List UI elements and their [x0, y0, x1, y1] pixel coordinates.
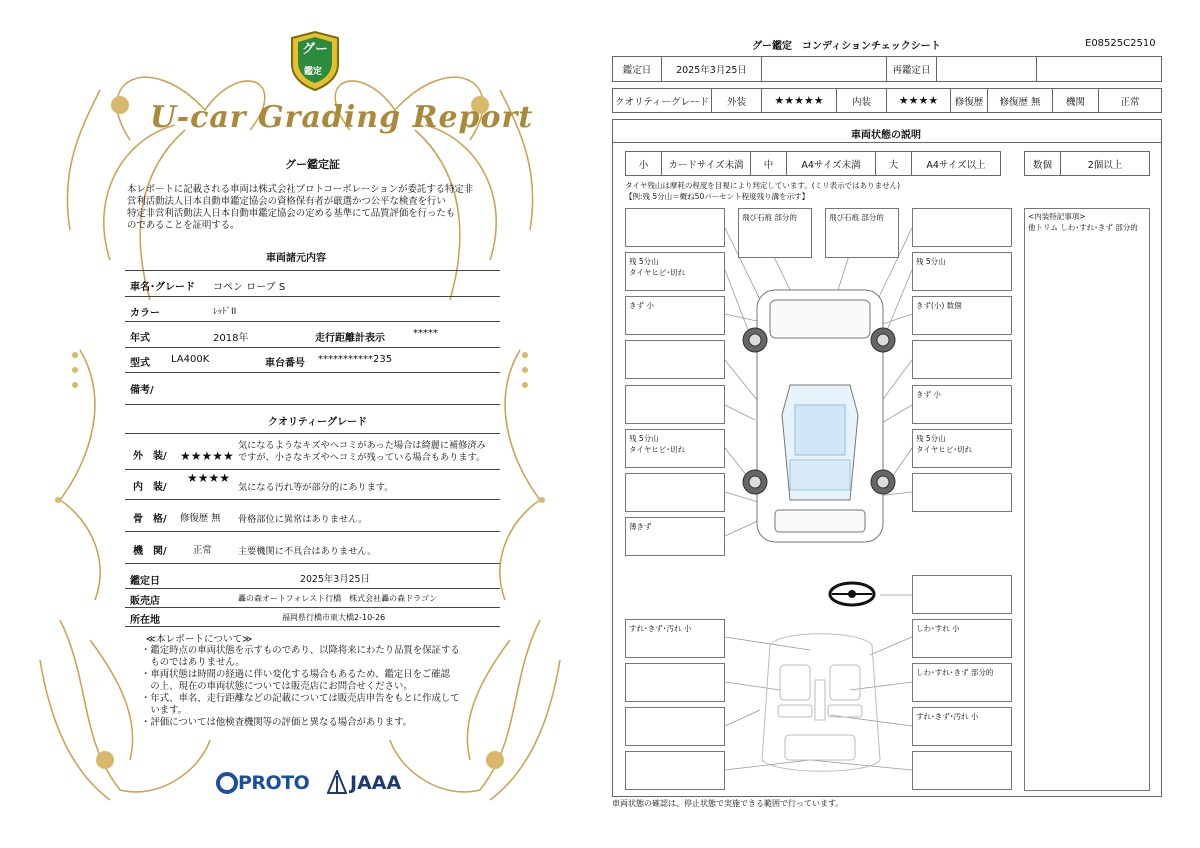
- divider: [125, 321, 500, 322]
- sheet-footer: 車両状態の確認は、停止状態で実施できる範囲で行っています。: [612, 799, 844, 808]
- damage-box: しわ･すれ･きず 部分的: [912, 663, 1012, 702]
- steering-wheel-icon: [830, 583, 874, 605]
- date-label-cell: 鑑定日: [612, 56, 662, 82]
- int-label-cell: 内装: [836, 88, 887, 113]
- color-value: ﾚｯﾄﾞII: [213, 307, 237, 317]
- color-label: カラー: [130, 308, 160, 319]
- year-label: 年式: [130, 333, 150, 344]
- damage-box: [625, 208, 725, 247]
- engine-text: 主要機関に不具合はありません。: [238, 546, 377, 557]
- badge-bottom-text: 鑑定: [304, 67, 323, 77]
- damage-box: きず(小) 数個: [912, 296, 1012, 335]
- jaaa-logo-icon: [327, 770, 347, 794]
- script-title: U-car Grading Report: [150, 100, 534, 135]
- exterior-text: 気になるようなキズやヘコミがあった場合は綺麗に補修済み ですが、小さなキズやヘコミが残っている場合もあります。: [238, 440, 486, 463]
- model-value: LA400K: [171, 354, 210, 365]
- remarks-label: 備考/: [130, 385, 154, 396]
- tire-note-1: タイヤ残山は摩耗の程度を目視により判定しています。(ミリ表示ではありません): [625, 181, 901, 190]
- legend-large: 大: [875, 151, 912, 176]
- dealer-label: 販売店: [130, 596, 160, 607]
- repair-value-cell: 修復歴 無: [987, 88, 1053, 113]
- divider: [125, 563, 500, 564]
- damage-box: 残 5分山: [912, 252, 1012, 291]
- condition-check-sheet: [600, 0, 1200, 848]
- tire-note-2: 【例:残 5分山＝概ね50パーセント程度残り溝を示す】: [625, 192, 810, 201]
- chassis-label: 車台番号: [265, 358, 305, 369]
- divider: [125, 404, 500, 405]
- date-value-cell: 2025年3月25日: [661, 56, 762, 82]
- interior-stars: ★★★★: [187, 471, 231, 485]
- divider: [125, 607, 500, 608]
- damage-box: [625, 751, 725, 790]
- damage-box: 残 5分山 タイヤヒビ･切れ: [625, 429, 725, 468]
- damage-box: [625, 473, 725, 512]
- sheet-title: グー鑑定 コンディションチェックシート: [752, 41, 941, 52]
- model-label: 型式: [130, 358, 150, 369]
- divider: [125, 347, 500, 348]
- notes-title: ≪本レポートについて≫: [146, 634, 253, 645]
- damage-box: 飛び石痕 部分的: [825, 208, 899, 258]
- damage-box: 飛び石痕 部分的: [738, 208, 812, 258]
- badge-top-text: グー: [302, 42, 329, 57]
- engine-value-cell: 正常: [1098, 88, 1162, 113]
- date-label: 鑑定日: [130, 576, 160, 587]
- divider: [125, 270, 500, 271]
- grade-title: クオリティーグレード: [268, 417, 367, 428]
- exterior-label: 外 装/: [133, 451, 167, 462]
- date-value: 2025年3月25日: [300, 574, 370, 585]
- legend-large-desc: A4サイズ以上: [911, 151, 1001, 176]
- notes-list: ・鑑定時点の車両状態を示すものであり、以降将来にわたり品質を保証する ものではありません。 ・車両状態は時間の経過に伴い変化する場合もあるため、鑑定日をご確認 の上、現在の車両状態については販売店にお問合せください。 ・年式、車名、走行距離などの記載については販売店申告をもとに作成して います。 ・評価については他検査機関等の評価と異なる場合があります。: [141, 645, 460, 728]
- damage-box: [912, 340, 1012, 379]
- legend-count: 数個: [1024, 151, 1061, 176]
- damage-box: [625, 663, 725, 702]
- chassis-value: ***********235: [318, 354, 393, 365]
- legend-small: 小: [625, 151, 662, 176]
- divider: [125, 531, 500, 532]
- interior-text: 気になる汚れ等が部分的にあります。: [238, 482, 394, 493]
- damage-box: 残 5分山 タイヤヒビ･切れ: [912, 429, 1012, 468]
- ext-label-cell: 外装: [711, 88, 762, 113]
- legend-mid-desc: A4サイズ未満: [786, 151, 876, 176]
- redate-label-cell: 再鑑定日: [886, 56, 937, 82]
- damage-box: [912, 751, 1012, 790]
- divider: [125, 469, 500, 470]
- engine-value: 正常: [193, 545, 212, 556]
- year-value: 2018年: [213, 333, 249, 344]
- damage-box: きず 小: [625, 296, 725, 335]
- inner-notes-text: 他トリム しわ･すれ･きず 部分的: [1028, 223, 1138, 232]
- damage-box: [625, 385, 725, 424]
- damage-box: [912, 473, 1012, 512]
- dealer-value: 轟の森オートフォレスト行橋 株式会社轟の森ドラゴン: [238, 594, 438, 603]
- damage-box: すれ･きず･汚れ 小: [625, 619, 725, 658]
- mileage-label: 走行距離計表示: [315, 333, 385, 344]
- damage-box: [625, 340, 725, 379]
- damage-box: [912, 575, 1012, 614]
- divider: [125, 588, 500, 589]
- damage-box: [912, 208, 1012, 247]
- legend-count-desc: 2個以上: [1060, 151, 1150, 176]
- proto-logo-icon: [216, 772, 238, 794]
- interior-label: 内 装/: [133, 482, 167, 493]
- exterior-stars: ★★★★★: [180, 449, 234, 463]
- frame-text: 骨格部位に異常はありません。: [238, 514, 368, 525]
- legend-mid: 中: [750, 151, 787, 176]
- divider: [125, 626, 500, 627]
- frame-label: 骨 格/: [133, 514, 167, 525]
- engine-label-cell: 機関: [1052, 88, 1099, 113]
- cert-title: グー鑑定証: [285, 158, 340, 171]
- ext-stars-cell: ★★★★★: [761, 88, 837, 113]
- legend-small-desc: カードサイズ未満: [661, 151, 751, 176]
- damage-box: [625, 707, 725, 746]
- damage-box: きず 小: [912, 385, 1012, 424]
- name-value: コペン ローブ S: [213, 282, 286, 293]
- name-label: 車名･グレード: [130, 282, 195, 293]
- damage-box: しわ･すれ 小: [912, 619, 1012, 658]
- sheet-code: E08525C2510: [1085, 38, 1156, 49]
- address-label: 所在地: [130, 615, 160, 626]
- specs-title: 車両諸元内容: [266, 253, 326, 264]
- proto-logo-text: PROTO: [238, 772, 310, 794]
- repair-label-cell: 修復歴: [950, 88, 988, 113]
- address-value: 福岡県行橋市東大橋2-10-26: [282, 613, 386, 622]
- divider: [125, 372, 500, 373]
- inner-notes-title: <内装特記事項>: [1028, 212, 1086, 221]
- damage-box: すれ･きず･汚れ 小: [912, 707, 1012, 746]
- divider: [125, 499, 500, 500]
- section-title: 車両状態の説明: [851, 130, 921, 141]
- divider: [125, 296, 500, 297]
- grade-label-cell: クオリティーグレード: [612, 88, 712, 113]
- jaaa-logo-text: JAAA: [350, 772, 402, 794]
- frame-value: 修復歴 無: [180, 513, 221, 524]
- damage-box: 残 5分山 タイヤヒビ･切れ: [625, 252, 725, 291]
- int-stars-cell: ★★★★: [886, 88, 951, 113]
- divider: [125, 433, 500, 434]
- mileage-value: *****: [413, 328, 438, 339]
- engine-label: 機 関/: [133, 546, 167, 557]
- damage-box: 薄きず: [625, 517, 725, 556]
- intro-text: 本レポートに記載される車両は株式会社プロトコーポレーションが委託する特定非 営利活動法人日本自動車鑑定協会の資格保有者が厳選かつ公平な検査を行い 特定非営利活動法人日本自動車鑑定協会の定める基準にて品質評価を行ったも のであることを証明する。: [127, 184, 474, 231]
